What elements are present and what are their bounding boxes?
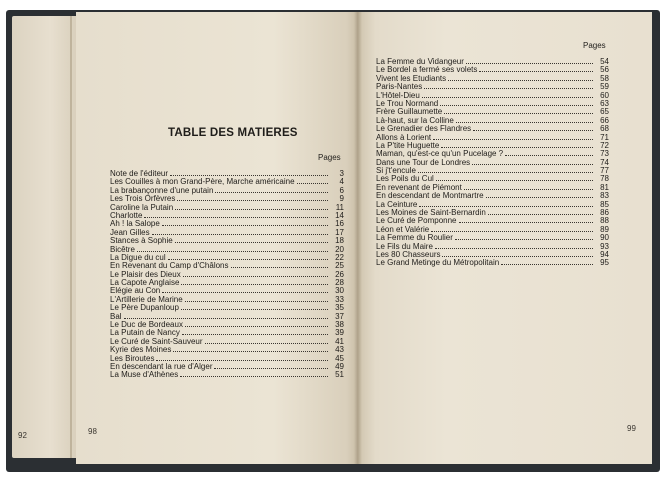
toc-entry-page: 72 bbox=[600, 140, 609, 150]
toc-entry-title: Note de l'éditeur bbox=[110, 169, 169, 178]
toc-entry-page: 16 bbox=[335, 219, 344, 229]
toc-dot-leader bbox=[124, 313, 328, 319]
toc-entry-page: 81 bbox=[600, 182, 609, 192]
toc-dot-leader bbox=[175, 237, 328, 243]
toc-entry-page: 68 bbox=[600, 124, 609, 134]
toc-entry-title: Les Couilles à mon Grand-Père, Marche américaine bbox=[110, 177, 295, 187]
toc-dot-leader bbox=[137, 246, 328, 252]
toc-entry-page: 11 bbox=[335, 202, 344, 212]
toc-dot-leader bbox=[152, 229, 328, 235]
toc-dot-leader bbox=[442, 251, 593, 257]
toc-entry-title: Ah ! la Salope bbox=[110, 219, 160, 229]
toc-entry-page: 60 bbox=[600, 90, 609, 100]
toc-entry-page: 37 bbox=[335, 311, 344, 321]
toc-dot-leader bbox=[182, 329, 328, 335]
toc-entry-page: 71 bbox=[600, 132, 609, 142]
toc-entry-page: 63 bbox=[600, 98, 609, 108]
toc-dot-leader bbox=[297, 178, 328, 184]
toc-entry-page: 66 bbox=[600, 115, 609, 125]
toc-dot-leader bbox=[441, 142, 593, 148]
toc-entry-title: Paris-Nantes bbox=[376, 82, 423, 92]
toc-entry-title: Caroline la Putain bbox=[110, 202, 174, 212]
toc-entry-page: 89 bbox=[600, 224, 609, 234]
toc-entry-title: Le Trou Normand bbox=[376, 98, 439, 108]
toc-dot-leader bbox=[205, 338, 329, 344]
toc-entry-page: 4 bbox=[339, 177, 344, 187]
toc-entry-title: La P'tite Huguette bbox=[376, 140, 440, 150]
toc-dot-leader bbox=[215, 187, 328, 193]
toc-entry-page: 25 bbox=[335, 261, 344, 271]
toc-entry-title: En Revenant du Camp d'Châlons bbox=[110, 261, 229, 271]
toc-entry-title: Les Poils du Cul bbox=[376, 174, 434, 184]
toc-entry-title: Kyrie des Moines bbox=[110, 345, 172, 355]
toc-dot-leader bbox=[473, 125, 593, 131]
toc-dot-leader bbox=[162, 287, 328, 293]
toc-dot-leader bbox=[444, 108, 593, 114]
toc-entry-page: 14 bbox=[335, 210, 344, 220]
toc-entry-title: Frère Guillaumette bbox=[376, 107, 443, 117]
toc-entry-title: Le Père Dupanloup bbox=[110, 303, 179, 313]
toc-entry-page: 77 bbox=[600, 166, 609, 176]
toc-dot-leader bbox=[185, 296, 328, 302]
toc-entry-title: En revenant de Piémont bbox=[376, 182, 462, 192]
toc-entry-page: 65 bbox=[600, 107, 609, 117]
toc-entry-page: 54 bbox=[600, 57, 609, 66]
left-page-stack bbox=[12, 16, 82, 458]
toc-entry-page: 38 bbox=[335, 320, 344, 330]
page-edge bbox=[70, 16, 72, 458]
left-pages-label: Pages bbox=[318, 153, 341, 162]
toc-dot-leader bbox=[501, 259, 593, 265]
toc-entry bbox=[110, 304, 344, 312]
toc-entry-page: 17 bbox=[335, 227, 344, 237]
toc-dot-leader bbox=[181, 304, 328, 310]
toc-dot-leader bbox=[436, 175, 593, 181]
left-toc-list bbox=[110, 170, 344, 380]
toc-entry-page: 33 bbox=[335, 294, 344, 304]
toc-entry-title: Le Curé de Pomponne bbox=[376, 216, 457, 226]
toc-entry-title: Le Curé de Saint-Sauveur bbox=[110, 336, 203, 346]
toc-dot-leader bbox=[424, 83, 593, 89]
toc-dot-leader bbox=[173, 346, 328, 352]
toc-entry-page: 18 bbox=[335, 236, 344, 246]
toc-entry-title: Les 80 Chasseurs bbox=[376, 249, 441, 259]
toc-entry-title: Stances à Sophie bbox=[110, 236, 173, 246]
right-toc-list bbox=[376, 58, 609, 268]
toc-entry-title: Si j't'encule bbox=[376, 166, 416, 176]
toc-entry bbox=[110, 371, 344, 379]
toc-entry-page: 93 bbox=[600, 241, 609, 251]
toc-dot-leader bbox=[472, 159, 593, 165]
toc-dot-leader bbox=[168, 254, 328, 260]
toc-dot-leader bbox=[459, 217, 594, 223]
toc-entry-page: 74 bbox=[600, 157, 609, 167]
toc-dot-leader bbox=[440, 100, 593, 106]
toc-entry-title: En descendant la rue d'Alger bbox=[110, 361, 213, 371]
toc-entry-title: Là-haut, sur la Colline bbox=[376, 115, 454, 125]
toc-entry-title: Vivent les Etudiants bbox=[376, 73, 447, 83]
toc-dot-leader bbox=[183, 271, 328, 277]
toc-entry-page: 6 bbox=[339, 185, 344, 195]
right-page-folio: 99 bbox=[627, 424, 636, 433]
toc-dot-leader bbox=[175, 204, 328, 210]
toc-dot-leader bbox=[505, 150, 593, 156]
toc-dot-leader bbox=[455, 234, 593, 240]
toc-entry-page: 94 bbox=[600, 249, 609, 259]
toc-dot-leader bbox=[177, 195, 328, 201]
toc-dot-leader bbox=[156, 355, 328, 361]
toc-entry-page: 20 bbox=[335, 244, 344, 254]
toc-entry-title: En descendant de Montmartre bbox=[376, 191, 484, 201]
toc-entry-page: 90 bbox=[600, 233, 609, 243]
toc-entry-title: Le Duc de Bordeaux bbox=[110, 320, 183, 330]
toc-entry-page: 39 bbox=[335, 328, 344, 338]
toc-entry-page: 43 bbox=[335, 345, 344, 355]
toc-entry-title: Le Grand Metinge du Métropolitain bbox=[376, 258, 500, 268]
toc-entry-page: 56 bbox=[600, 65, 609, 75]
toc-entry bbox=[376, 259, 609, 267]
book-gutter bbox=[354, 12, 362, 464]
toc-entry-page: 26 bbox=[335, 269, 344, 279]
toc-entry-title: La Femme du Roulier bbox=[376, 233, 453, 243]
toc-entry-title: Le Plaisir des Dieux bbox=[110, 269, 181, 279]
toc-dot-leader bbox=[488, 209, 593, 215]
toc-entry-title: Charlotte bbox=[110, 210, 143, 220]
toc-entry-page: 58 bbox=[600, 73, 609, 83]
toc-dot-leader bbox=[144, 212, 328, 218]
toc-entry-title: L'Hôtel-Dieu bbox=[376, 90, 420, 100]
toc-entry-title: La Femme du Vidangeur bbox=[376, 57, 464, 66]
toc-entry-title: Elégie au Con bbox=[110, 286, 161, 296]
toc-dot-leader bbox=[431, 226, 593, 232]
right-pages-label: Pages bbox=[583, 41, 606, 50]
toc-entry-page: 45 bbox=[335, 353, 344, 363]
toc-entry-title: La Digue du cul bbox=[110, 252, 166, 262]
toc-entry-title: Le Fils du Maire bbox=[376, 241, 433, 251]
toc-entry-title: La Capote Anglaise bbox=[110, 278, 180, 288]
toc-dot-leader bbox=[180, 371, 328, 377]
toc-dot-leader bbox=[479, 66, 593, 72]
toc-entry-page: 35 bbox=[335, 303, 344, 313]
toc-entry-title: Allons à Lorient bbox=[376, 132, 432, 142]
toc-dot-leader bbox=[419, 201, 593, 207]
toc-entry bbox=[110, 237, 344, 245]
toc-entry-title: La Muse d'Athènes bbox=[110, 370, 179, 380]
toc-entry-page: 86 bbox=[600, 208, 609, 218]
toc-entry-title: La Putain de Nancy bbox=[110, 328, 180, 338]
toc-dot-leader bbox=[185, 321, 328, 327]
toc-entry-page: 78 bbox=[600, 174, 609, 184]
toc-entry-page: 73 bbox=[600, 149, 609, 159]
toc-dot-leader bbox=[231, 262, 329, 268]
toc-dot-leader bbox=[181, 279, 328, 285]
toc-entry-title: L'Artillerie de Marine bbox=[110, 294, 183, 304]
toc-entry bbox=[110, 204, 344, 212]
toc-entry-page: 85 bbox=[600, 199, 609, 209]
toc-entry-page: 83 bbox=[600, 191, 609, 201]
toc-entry-page: 22 bbox=[335, 252, 344, 262]
toc-dot-leader bbox=[214, 363, 328, 369]
toc-dot-leader bbox=[464, 184, 593, 190]
toc-entry-title: La brabançonne d'une putain bbox=[110, 185, 214, 195]
toc-entry-page: 59 bbox=[600, 82, 609, 92]
toc-dot-leader bbox=[162, 220, 328, 226]
toc-entry-page: 28 bbox=[335, 278, 344, 288]
toc-dot-leader bbox=[170, 170, 328, 176]
toc-entry-title: Jean Gilles bbox=[110, 227, 150, 237]
toc-entry-page: 30 bbox=[335, 286, 344, 296]
toc-entry-title: Les Trois Orfèvres bbox=[110, 194, 176, 204]
toc-entry-title: Le Bordel a fermé ses volets bbox=[376, 65, 478, 75]
toc-dot-leader bbox=[456, 117, 593, 123]
toc-entry-title: Bal bbox=[110, 311, 122, 321]
toc-entry-title: Maman, qu'est-ce qu'un Pucelage ? bbox=[376, 149, 504, 159]
left-page-folio: 98 bbox=[88, 427, 97, 436]
toc-dot-leader bbox=[486, 192, 593, 198]
toc-dot-leader bbox=[466, 58, 593, 64]
toc-entry-title: Bicêtre bbox=[110, 244, 135, 254]
toc-entry-title: Le Grenadier des Flandres bbox=[376, 124, 472, 134]
toc-entry-title: Les Moines de Saint-Bernardin bbox=[376, 208, 486, 218]
toc-entry-page: 3 bbox=[339, 169, 344, 178]
toc-entry-page: 41 bbox=[335, 336, 344, 346]
toc-dot-leader bbox=[448, 75, 593, 81]
toc-dot-leader bbox=[433, 134, 593, 140]
toc-entry-page: 51 bbox=[335, 370, 344, 380]
toc-entry-title: Les Biroutes bbox=[110, 353, 155, 363]
toc-dot-leader bbox=[418, 167, 593, 173]
toc-entry-title: Léon et Valérie bbox=[376, 224, 430, 234]
toc-entry-page: 95 bbox=[600, 258, 609, 268]
toc-entry-page: 9 bbox=[339, 194, 344, 204]
toc-entry-title: La Ceinture bbox=[376, 199, 418, 209]
toc-dot-leader bbox=[435, 243, 593, 249]
toc-title: TABLE DES MATIERES bbox=[168, 127, 298, 139]
under-page-folio: 92 bbox=[18, 431, 27, 440]
toc-entry-page: 49 bbox=[335, 361, 344, 371]
toc-entry-page: 88 bbox=[600, 216, 609, 226]
toc-entry-title: Dans une Tour de Londres bbox=[376, 157, 471, 167]
toc-dot-leader bbox=[422, 92, 593, 98]
